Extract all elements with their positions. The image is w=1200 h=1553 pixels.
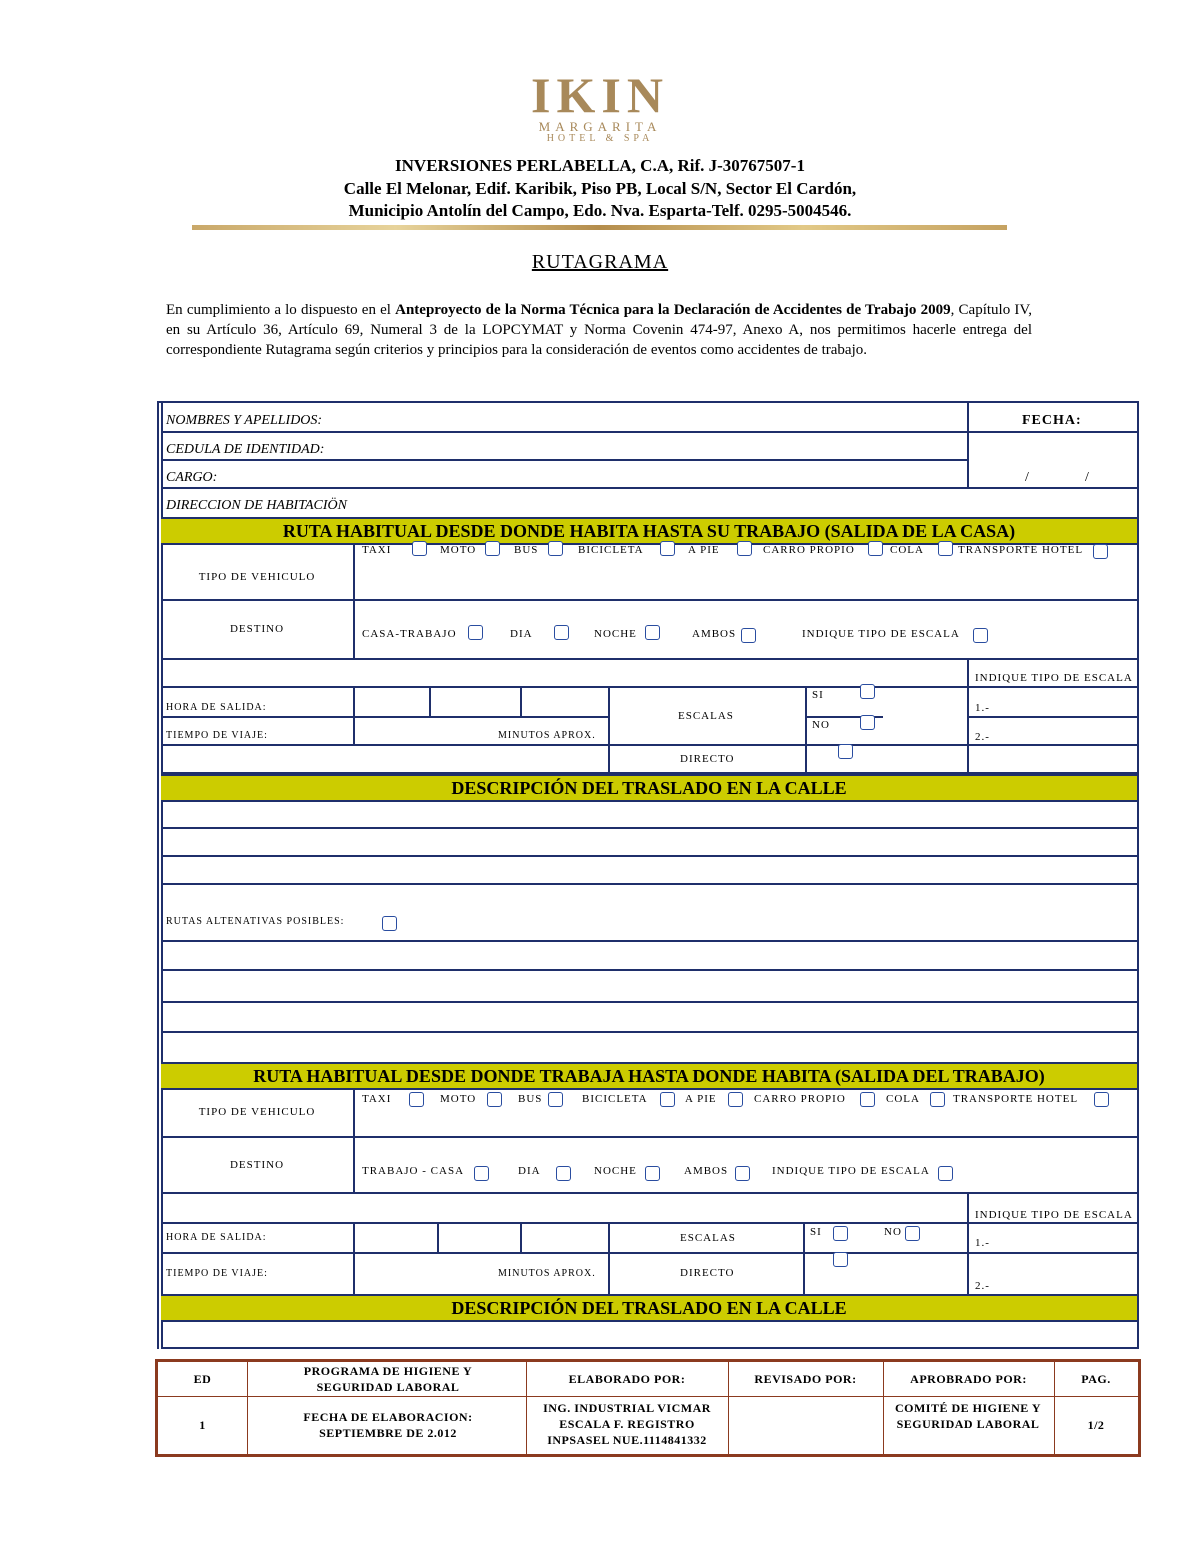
indique-escala-2-label: INDIQUE TIPO DE ESCALA bbox=[975, 1209, 1133, 1221]
dest-indique-checkbox[interactable] bbox=[973, 628, 988, 643]
no-1-label: NO bbox=[812, 719, 830, 731]
nombres-label: NOMBRES Y APELLIDOS: bbox=[166, 413, 323, 428]
veh2-apie-checkbox[interactable] bbox=[728, 1092, 743, 1107]
veh-bus-label: BUS bbox=[514, 544, 539, 556]
tiempo-viaje-1-label: TIEMPO DE VIAJE: bbox=[166, 730, 268, 741]
company-line-3: Municipio Antolín del Campo, Edo. Nva. Esparta-Telf. 0295-5004546. bbox=[348, 201, 852, 220]
directo-1-checkbox[interactable] bbox=[838, 744, 853, 759]
directo-2-checkbox[interactable] bbox=[833, 1252, 848, 1267]
dest-noche-checkbox[interactable] bbox=[645, 625, 660, 640]
cedula-label: CEDULA DE IDENTIDAD: bbox=[166, 442, 325, 457]
veh2-moto-checkbox[interactable] bbox=[487, 1092, 502, 1107]
footer-aprobado-header: APROBRADO POR: bbox=[910, 1372, 1027, 1386]
company-logo bbox=[0, 67, 1200, 144]
escala-1-item-1: 1.- bbox=[975, 702, 990, 714]
rutas-alternativas-checkbox[interactable] bbox=[382, 916, 397, 931]
logo-name: IKIN bbox=[531, 67, 669, 123]
si-2-checkbox[interactable] bbox=[833, 1226, 848, 1241]
dest2-trabajo-casa-checkbox[interactable] bbox=[474, 1166, 489, 1181]
veh2-carro-label: CARRO PROPIO bbox=[754, 1093, 846, 1105]
section-band-vuelta: RUTA HABITUAL DESDE DONDE TRABAJA HASTA DONDE HABITA (SALIDA DEL TRABAJO) bbox=[161, 1062, 1137, 1090]
company-line-1: INVERSIONES PERLABELLA, C.A, Rif. J-30767507-1 bbox=[395, 156, 805, 175]
si-1-checkbox[interactable] bbox=[860, 684, 875, 699]
footer-ed-value: 1 bbox=[199, 1418, 206, 1432]
veh2-cola-checkbox[interactable] bbox=[930, 1092, 945, 1107]
dest2-dia-checkbox[interactable] bbox=[556, 1166, 571, 1181]
tipo-vehiculo-label: TIPO DE VEHICULO bbox=[198, 571, 316, 583]
directo-1-label: DIRECTO bbox=[680, 753, 735, 765]
veh2-transporte-checkbox[interactable] bbox=[1094, 1092, 1109, 1107]
fecha-slash-1: / bbox=[1025, 470, 1029, 485]
logo-sub1: MARGARITA bbox=[538, 119, 662, 134]
footer-elaborado-value: ING. INDUSTRIAL VICMAR ESCALA F. REGISTRO INPSASEL NUE.1114841332 bbox=[543, 1401, 711, 1447]
veh-moto-label: MOTO bbox=[440, 544, 477, 556]
hora-salida-2-label: HORA DE SALIDA: bbox=[166, 1232, 267, 1243]
dest-dia-label: DIA bbox=[510, 628, 533, 640]
page-title: RUTAGRAMA bbox=[531, 251, 669, 273]
si-1-label: SI bbox=[812, 689, 824, 701]
veh-taxi-label: TAXI bbox=[362, 544, 392, 556]
veh2-taxi-label: TAXI bbox=[362, 1093, 392, 1105]
destino-2-label: DESTINO bbox=[229, 1159, 285, 1171]
gold-divider bbox=[192, 225, 1007, 230]
veh2-moto-label: MOTO bbox=[440, 1093, 477, 1105]
section-band-ida: RUTA HABITUAL DESDE DONDE HABITA HASTA SU TRABAJO (SALIDA DE LA CASA) bbox=[161, 517, 1137, 545]
veh2-bicicleta-label: BICICLETA bbox=[582, 1093, 648, 1105]
dest2-dia-label: DIA bbox=[518, 1165, 541, 1177]
footer-fecha-elaboracion: FECHA DE ELABORACION: SEPTIEMBRE DE 2.012 bbox=[303, 1410, 473, 1440]
dest-dia-checkbox[interactable] bbox=[554, 625, 569, 640]
dest-ambos-checkbox[interactable] bbox=[741, 628, 756, 643]
veh2-carro-checkbox[interactable] bbox=[860, 1092, 875, 1107]
veh-bicicleta-label: BICICLETA bbox=[578, 544, 644, 556]
footer-elaborado-header: ELABORADO POR: bbox=[568, 1372, 686, 1386]
dest2-noche-label: NOCHE bbox=[594, 1165, 637, 1177]
veh2-bus-checkbox[interactable] bbox=[548, 1092, 563, 1107]
veh-taxi-checkbox[interactable] bbox=[412, 541, 427, 556]
si-2-label: SI bbox=[810, 1226, 822, 1238]
footer-programa: PROGRAMA DE HIGIENE Y SEGURIDAD LABORAL bbox=[303, 1364, 473, 1394]
dest-casa-trabajo-label: CASA-TRABAJO bbox=[362, 628, 457, 640]
minutos-1-label: MINUTOS APROX. bbox=[498, 730, 596, 741]
footer-aprobado-value: COMITÉ DE HIGIENE Y SEGURIDAD LABORAL bbox=[894, 1401, 1042, 1431]
escala-2-item-2: 2.- bbox=[975, 1280, 990, 1292]
fecha-slash-2: / bbox=[1085, 470, 1089, 485]
veh-bus-checkbox[interactable] bbox=[548, 541, 563, 556]
veh-carro-checkbox[interactable] bbox=[868, 541, 883, 556]
veh-cola-checkbox[interactable] bbox=[938, 541, 953, 556]
no-2-checkbox[interactable] bbox=[905, 1226, 920, 1241]
indique-escala-1-label: INDIQUE TIPO DE ESCALA bbox=[975, 672, 1133, 684]
dest-noche-label: NOCHE bbox=[594, 628, 637, 640]
escala-1-item-2: 2.- bbox=[975, 731, 990, 743]
intro-paragraph bbox=[166, 300, 1032, 360]
dest2-noche-checkbox[interactable] bbox=[645, 1166, 660, 1181]
dest2-indique-label: INDIQUE TIPO DE ESCALA bbox=[772, 1165, 930, 1177]
veh2-cola-label: COLA bbox=[886, 1093, 920, 1105]
hora-salida-1-label: HORA DE SALIDA: bbox=[166, 702, 267, 713]
veh2-bus-label: BUS bbox=[518, 1093, 543, 1105]
veh-moto-checkbox[interactable] bbox=[485, 541, 500, 556]
veh-bicicleta-checkbox[interactable] bbox=[660, 541, 675, 556]
footer-revisado-header: REVISADO POR: bbox=[754, 1372, 857, 1386]
directo-2-label: DIRECTO bbox=[680, 1267, 735, 1279]
veh-transporte-label: TRANSPORTE HOTEL bbox=[958, 544, 1084, 556]
veh-carro-label: CARRO PROPIO bbox=[763, 544, 855, 556]
veh-cola-label: COLA bbox=[890, 544, 924, 556]
company-line-2: Calle El Melonar, Edif. Karibik, Piso PB, Local S/N, Sector El Cardón, bbox=[343, 179, 857, 198]
veh-apie-label: A PIE bbox=[688, 544, 720, 556]
veh2-transporte-label: TRANSPORTE HOTEL bbox=[953, 1093, 1079, 1105]
intro-text-1: En cumplimiento a lo dispuesto en el bbox=[166, 302, 396, 318]
dest-ambos-label: AMBOS bbox=[692, 628, 737, 640]
direccion-label: DIRECCION DE HABITACIÖN bbox=[166, 498, 347, 513]
dest-indique-label: INDIQUE TIPO DE ESCALA bbox=[802, 628, 960, 640]
veh-apie-checkbox[interactable] bbox=[737, 541, 752, 556]
no-2-label: NO bbox=[884, 1226, 902, 1238]
tipo-vehiculo-2-label: TIPO DE VEHICULO bbox=[198, 1106, 316, 1118]
footer-pag-value: 1/2 bbox=[1087, 1418, 1105, 1432]
no-1-checkbox[interactable] bbox=[860, 715, 875, 730]
footer-table bbox=[155, 1359, 1141, 1457]
intro-text-2: , Capítulo IV, en su Artículo 36, Artículo 69, Numeral 3 de la LOPCYMAT y Norma Covenin 474-97, Anexo A, nos permitimos hacerle entrega del correspondiente Rutagrama según criterios y principios para la consideración de eventos como accidentes de trabajo. bbox=[166, 302, 1033, 358]
veh2-taxi-checkbox[interactable] bbox=[409, 1092, 424, 1107]
destino-label: DESTINO bbox=[229, 623, 285, 635]
dest2-trabajo-casa-label: TRABAJO - CASA bbox=[362, 1165, 465, 1177]
veh-transporte-checkbox[interactable] bbox=[1093, 544, 1108, 559]
rutas-alternativas-label: RUTAS ALTENATIVAS POSIBLES: bbox=[166, 916, 345, 927]
veh2-apie-label: A PIE bbox=[685, 1093, 717, 1105]
footer-pag-header: PAG. bbox=[1081, 1372, 1111, 1386]
intro-bold: Anteproyecto de la Norma Técnica para la Declaración de Accidentes de Trabajo 2009 bbox=[395, 302, 951, 318]
minutos-2-label: MINUTOS APROX. bbox=[498, 1268, 596, 1279]
dest-casa-trabajo-checkbox[interactable] bbox=[468, 625, 483, 640]
tiempo-viaje-2-label: TIEMPO DE VIAJE: bbox=[166, 1268, 268, 1279]
footer-ed-header: ED bbox=[193, 1372, 212, 1386]
dest2-indique-checkbox[interactable] bbox=[938, 1166, 953, 1181]
fecha-label: FECHA: bbox=[1022, 413, 1082, 428]
cargo-label: CARGO: bbox=[166, 470, 218, 485]
escala-2-item-1: 1.- bbox=[975, 1237, 990, 1249]
veh2-bicicleta-checkbox[interactable] bbox=[660, 1092, 675, 1107]
logo-sub2: HOTEL & SPA bbox=[546, 133, 654, 144]
section-band-descripcion-2: DESCRIPCIÓN DEL TRASLADO EN LA CALLE bbox=[161, 1294, 1137, 1322]
escalas-1-label: ESCALAS bbox=[678, 710, 734, 722]
dest2-ambos-label: AMBOS bbox=[684, 1165, 729, 1177]
section-band-descripcion-1: DESCRIPCIÓN DEL TRASLADO EN LA CALLE bbox=[161, 774, 1137, 802]
escalas-2-label: ESCALAS bbox=[680, 1232, 736, 1244]
dest2-ambos-checkbox[interactable] bbox=[735, 1166, 750, 1181]
